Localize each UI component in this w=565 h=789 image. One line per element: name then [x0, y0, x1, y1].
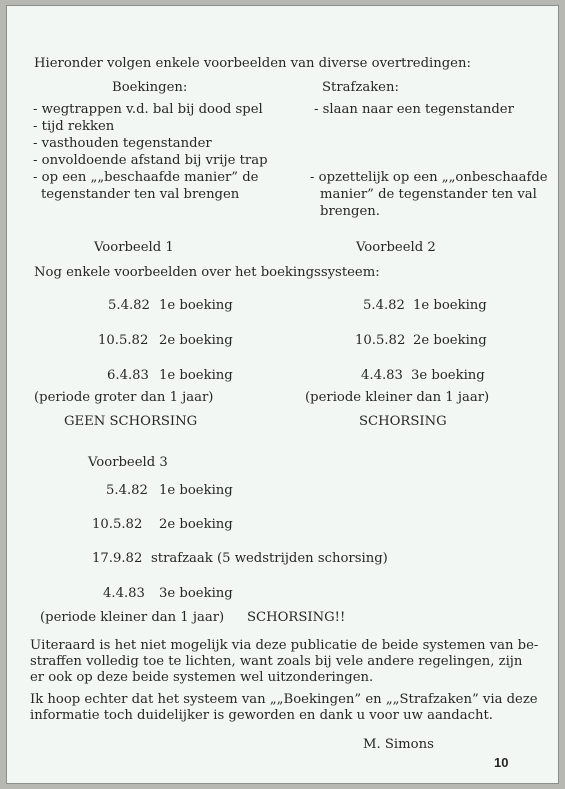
example-3-result: SCHORSING!! — [247, 610, 346, 625]
example-1-date: 6.4.83 — [107, 368, 149, 383]
list-item: - wegtrappen v.d. bal bij dood spel — [33, 102, 263, 117]
example-3-date: 17.9.82 — [92, 551, 143, 566]
list-item: manier” de tegenstander ten val — [320, 187, 537, 202]
example-1-label: 1e boeking — [159, 298, 233, 313]
page-number: 10 — [494, 755, 509, 770]
example-1-label: 2e boeking — [159, 333, 233, 348]
example-1-period: (periode groter dan 1 jaar) — [34, 390, 214, 405]
example-2-label: 2e boeking — [413, 333, 487, 348]
show-through-texture — [307, 246, 311, 260]
example-2-title: Voorbeeld 2 — [356, 240, 436, 255]
example-2-label: 3e boeking — [411, 368, 485, 383]
document-page — [6, 5, 559, 784]
list-item: - onvoldoende afstand bij vrije trap — [33, 153, 268, 168]
example-1-result: GEEN SCHORSING — [64, 414, 198, 429]
example-3-label: 3e boeking — [159, 586, 233, 601]
list-item: - opzettelijk op een „„onbeschaafde — [310, 170, 548, 185]
closing-paragraph-1: Uiteraard is het niet mogelijk via deze publicatie de beide systemen van be-straffen volledig toe te lichten, want zoals bij vele andere regelingen, zijn er ook op deze beide systemen wel uitzonderingen. — [30, 638, 539, 685]
example-2-period: (periode kleiner dan 1 jaar) — [305, 390, 490, 405]
example-3-date: 4.4.83 — [103, 586, 145, 601]
example-2-date: 4.4.83 — [361, 368, 403, 383]
example-3-date: 5.4.82 — [106, 483, 148, 498]
example-1-label: 1e boeking — [159, 368, 233, 383]
list-item: - op een „„beschaafde manier” de — [33, 170, 259, 185]
example-2-date: 10.5.82 — [355, 333, 406, 348]
list-item: brengen. — [320, 204, 380, 219]
list-item: - vasthouden tegenstander — [33, 136, 212, 151]
example-3-label: strafzaak (5 wedstrijden schorsing) — [151, 551, 388, 566]
closing-paragraph-2: Ik hoop echter dat het systeem van „„Boekingen” en „„Strafzaken” via deze informatie toch duidelijker is geworden en dank u voor uw aandacht. — [30, 692, 538, 723]
example-2-label: 1e boeking — [413, 298, 487, 313]
signature: M. Simons — [363, 737, 434, 752]
example-3-title: Voorbeeld 3 — [88, 455, 168, 470]
example-3-period: (periode kleiner dan 1 jaar) — [40, 610, 225, 625]
example-2-result: SCHORSING — [359, 414, 447, 429]
strafzaken-heading: Strafzaken: — [322, 80, 399, 95]
boekingen-heading: Boekingen: — [112, 80, 188, 95]
example-1-title: Voorbeeld 1 — [94, 240, 174, 255]
intro-text: Hieronder volgen enkele voorbeelden van diverse overtredingen: — [34, 56, 471, 71]
example-2-date: 5.4.82 — [363, 298, 405, 313]
system-intro: Nog enkele voorbeelden over het boekingssysteem: — [34, 265, 380, 280]
example-3-label: 2e boeking — [159, 517, 233, 532]
example-3-date: 10.5.82 — [92, 517, 143, 532]
example-1-date: 5.4.82 — [108, 298, 150, 313]
list-item: - slaan naar een tegenstander — [314, 102, 514, 117]
list-item: tegenstander ten val brengen — [41, 187, 240, 202]
example-3-label: 1e boeking — [159, 483, 233, 498]
list-item: - tijd rekken — [33, 119, 115, 134]
example-1-date: 10.5.82 — [98, 333, 149, 348]
